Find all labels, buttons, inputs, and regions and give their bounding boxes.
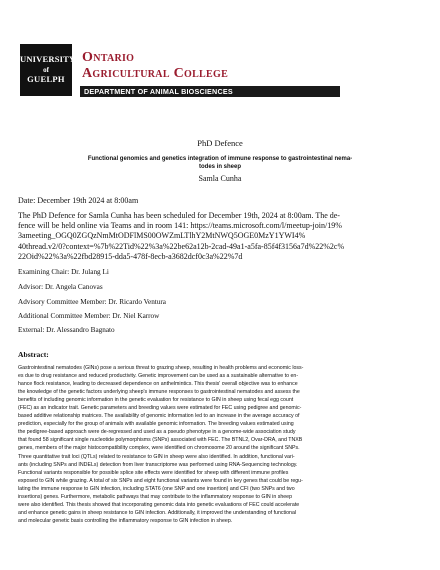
abstract-line: ants (including SNPs and INDELs) detection from liver transcriptome was performed using RNA-Sequencing technology. xyxy=(18,461,298,468)
college-name xyxy=(82,50,228,82)
examining-chair: Examining Chair: Dr. Julang Li xyxy=(18,268,109,276)
college-name-line2: Agricultural College xyxy=(82,66,229,81)
advisory-committee-member: Advisory Committee Member: Dr. Ricardo Ventura xyxy=(18,298,166,306)
announcement-line: The PhD Defence for Samla Cunha has been scheduled for December 19th, 2024 at 8:00am. The de- xyxy=(18,211,340,220)
advisor: Advisor: Dr. Angela Canovas xyxy=(18,283,103,291)
announcement-line[interactable]: 40thread.v2/0?context=%7b%22Tid%22%3a%22be62a12b-2cad-49a1-a5fa-85f4f3156a7d%22%2c% xyxy=(18,241,345,251)
logo-line-of: of xyxy=(43,66,49,74)
abstract-line: lating the immune response to GIN infection, including STAT6 (one SNP and one insertion) and CFI (two SNPs and two xyxy=(18,485,295,492)
thesis-title xyxy=(40,155,400,171)
defence-date: Date: December 19th 2024 at 8:00am xyxy=(18,196,139,205)
college-name-line1: Ontario xyxy=(82,50,135,65)
abstract-line: and molecular genetic basis controlling the inflammatory response to GIN infection in sheep. xyxy=(18,517,233,524)
student-name: Samla Cunha xyxy=(198,174,242,183)
announcement-paragraph xyxy=(18,211,423,262)
abstract-line: Functional variants responsible for possible splice site effects were identified for sheep with different immune profiles xyxy=(18,469,289,476)
abstract-line: Three quantitative trait loci (QTLs) related to resistance to GIN in sheep were also identified. In addition, functional vari- xyxy=(18,453,295,460)
abstract-line: Gastrointestinal nematodes (GINs) pose a serious threat to grazing sheep, resulting in health problems and economic loss- xyxy=(18,365,304,371)
university-of-guelph-logo xyxy=(20,44,76,96)
abstract-line: (FEC) as an indicator trait. Genetic parameters and breeding values were estimated for FEC using pedigree and genomic- xyxy=(18,405,302,412)
abstract-line: and enhance genetic gains in sheep resistance to GIN infection. Additionally, it improved the understanding of functional xyxy=(18,509,297,516)
abstract-line: the knowledge of the genetic factors underlying sheep's immune responses to gastrointestinal nematodes and assess the xyxy=(18,389,300,396)
abstract-line: genes, members of the major histocompatibility complex, were identified on chromosome 20 around the significant SNPs. xyxy=(18,445,300,452)
department-name: DEPARTMENT OF ANIMAL BIOSCIENCES xyxy=(84,87,233,96)
additional-committee-member: Additional Committee Member: Dr. Niel Karrow xyxy=(18,312,160,320)
thesis-title-line1: Functional genomics and genetics integration of immune response to gastrointestinal nema- xyxy=(87,156,353,162)
logo-line-guelph: GUELPH xyxy=(27,74,65,84)
abstract-line: the pedigree-based approach were de-regressed and used as a pseudo phenotype in a genome-wide association study xyxy=(18,429,296,436)
abstract-line: prediction, especially for the group of animals with available genomic information. The breeding values estimated using xyxy=(18,421,294,428)
announcement-line[interactable]: 22Oid%22%3a%22fbd28915-dda5-478f-8ecb-a3682dcf0c3a%22%7d xyxy=(18,251,243,261)
thesis-title-line2: todes in sheep xyxy=(198,164,241,170)
abstract-line: were also identified. This thesis showed that incorporating genomic data into genetic evaluations of FEC could accelerate xyxy=(18,501,300,508)
abstract-line: es due to drug resistance and reduced productivity. Genetic improvement can be used as a sustainable alternative to en- xyxy=(18,373,299,380)
abstract-line: insertions) genes. Furthermore, metabolic pathways that may contribute to the inflammatory response to GIN in sheep xyxy=(18,493,293,500)
abstract-line: benefits of including genomic information in the genetic evaluation for resistance to GIN in sheep using fecal egg count xyxy=(18,397,294,404)
external-examiner: External: Dr. Alessandro Bagnato xyxy=(18,326,115,334)
event-type-title: PhD Defence xyxy=(197,138,243,148)
abstract-line: that found 58 significant single nucleotide polymorphisms (SNPs) associated with FEC. The BTNL2, Ovar-DRA, and TNXB xyxy=(18,437,303,444)
logo-line-university: UNIVERSITY xyxy=(20,54,76,64)
abstract-line: exposed to GIN while grazing. A total of six SNPs and eight functional variants were found in key genes that could be regu- xyxy=(18,477,303,484)
abstract-body xyxy=(18,364,424,525)
abstract-line: based additive relationship matrices. The availability of genomic information led to an increase in the average accuracy of xyxy=(18,413,300,420)
announcement-line[interactable]: 3ameeting_OGQ0ZGQzNmMtODFlMS00OWZmLTlhY2MtNWQ5OGE0MzY1YWI4% xyxy=(18,231,306,241)
announcement-line[interactable]: fence will be held online via Teams and in room 141: https://teams.microsoft.com/l/meetup-join/19% xyxy=(18,221,342,231)
abstract-heading: Abstract: xyxy=(18,350,49,359)
abstract-line: hance flock resistance, leading to decreased dependence on anthelmintics. This thesis' overall objective was to enhance xyxy=(18,381,298,388)
